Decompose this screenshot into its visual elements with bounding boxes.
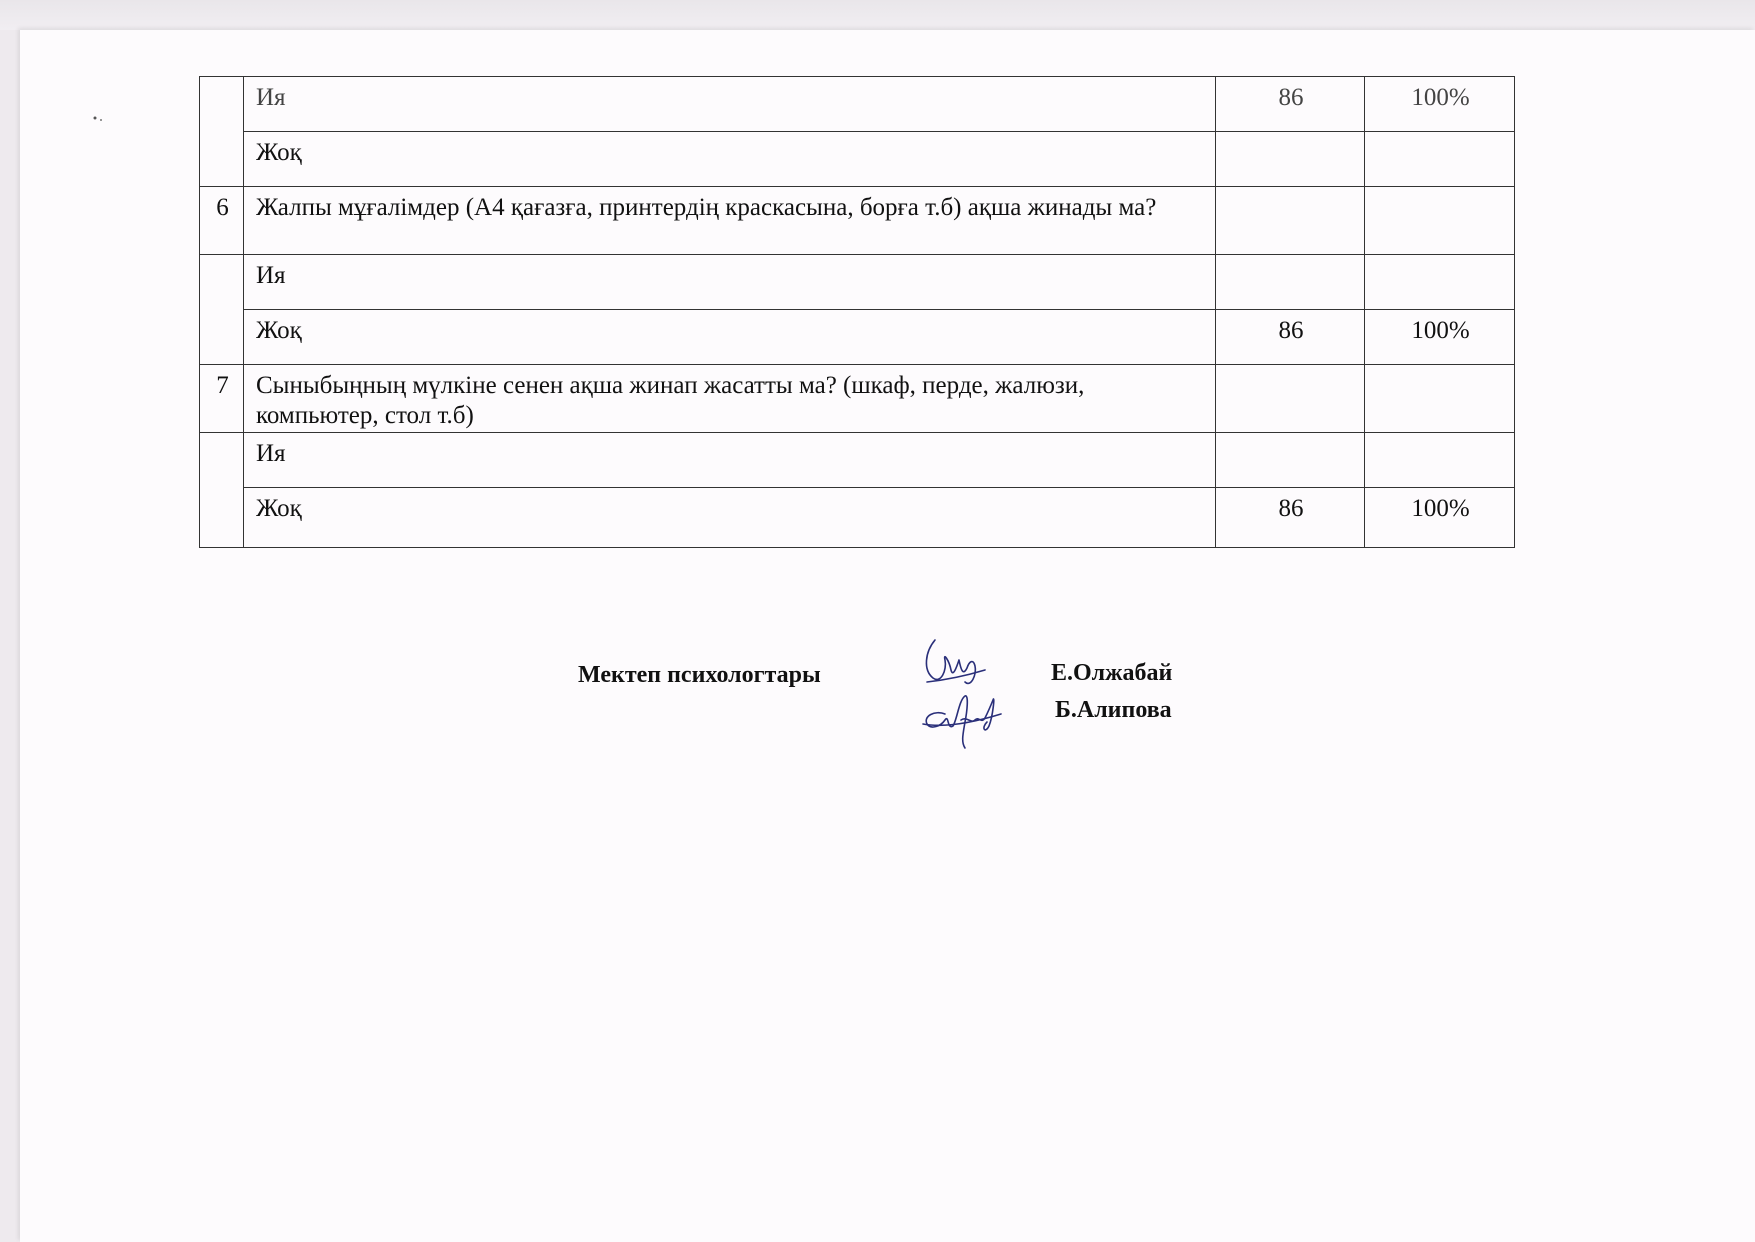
question-text: Жалпы мұғалімдер (А4 қағазға, принтердің краскасына, борға т.б) ақша жинады ма? xyxy=(244,187,1216,255)
scan-background xyxy=(0,0,1755,30)
answer-percent: 100% xyxy=(1365,488,1515,548)
table-row xyxy=(200,255,1515,310)
row-number xyxy=(200,433,244,548)
answer-count: 86 xyxy=(1216,77,1365,132)
answer-count: 86 xyxy=(1216,488,1365,548)
answer-text: Ия xyxy=(244,77,1216,132)
answer-count xyxy=(1216,255,1365,310)
table-row xyxy=(200,132,1515,187)
table-row xyxy=(200,77,1515,132)
answer-percent xyxy=(1365,132,1515,187)
question-row xyxy=(200,365,1515,433)
answer-count xyxy=(1216,365,1365,433)
answer-text: Жоқ xyxy=(244,132,1216,187)
answer-count xyxy=(1216,433,1365,488)
signature-block xyxy=(575,630,1235,760)
answer-count: 86 xyxy=(1216,310,1365,365)
signatory-role: Мектеп психологтары xyxy=(578,662,821,688)
answer-percent xyxy=(1365,433,1515,488)
survey-table xyxy=(199,76,1515,548)
scan-speck xyxy=(90,110,120,130)
table-row xyxy=(200,310,1515,365)
answer-text: Ия xyxy=(244,255,1216,310)
row-number xyxy=(200,255,244,365)
answer-percent: 100% xyxy=(1365,310,1515,365)
answer-count xyxy=(1216,187,1365,255)
table-row xyxy=(200,433,1515,488)
answer-percent xyxy=(1365,187,1515,255)
answer-percent xyxy=(1365,255,1515,310)
row-number xyxy=(200,77,244,187)
handwritten-signature xyxy=(905,630,1045,760)
signatory-name-2: Б.Алипова xyxy=(1055,697,1172,723)
answer-text: Ия xyxy=(244,433,1216,488)
answer-percent: 100% xyxy=(1365,77,1515,132)
answer-text: Жоқ xyxy=(244,310,1216,365)
signatory-name-1: Е.Олжабай xyxy=(1051,660,1173,686)
answer-percent xyxy=(1365,365,1515,433)
question-row xyxy=(200,187,1515,255)
answer-count xyxy=(1216,132,1365,187)
question-number: 7 xyxy=(200,365,244,433)
table-row xyxy=(200,488,1515,548)
question-number: 6 xyxy=(200,187,244,255)
answer-text: Жоқ xyxy=(244,488,1216,548)
question-text: Сыныбыңның мүлкіне сенен ақша жинап жасатты ма? (шкаф, перде, жалюзи, компьютер, стол т.б) xyxy=(244,365,1216,433)
